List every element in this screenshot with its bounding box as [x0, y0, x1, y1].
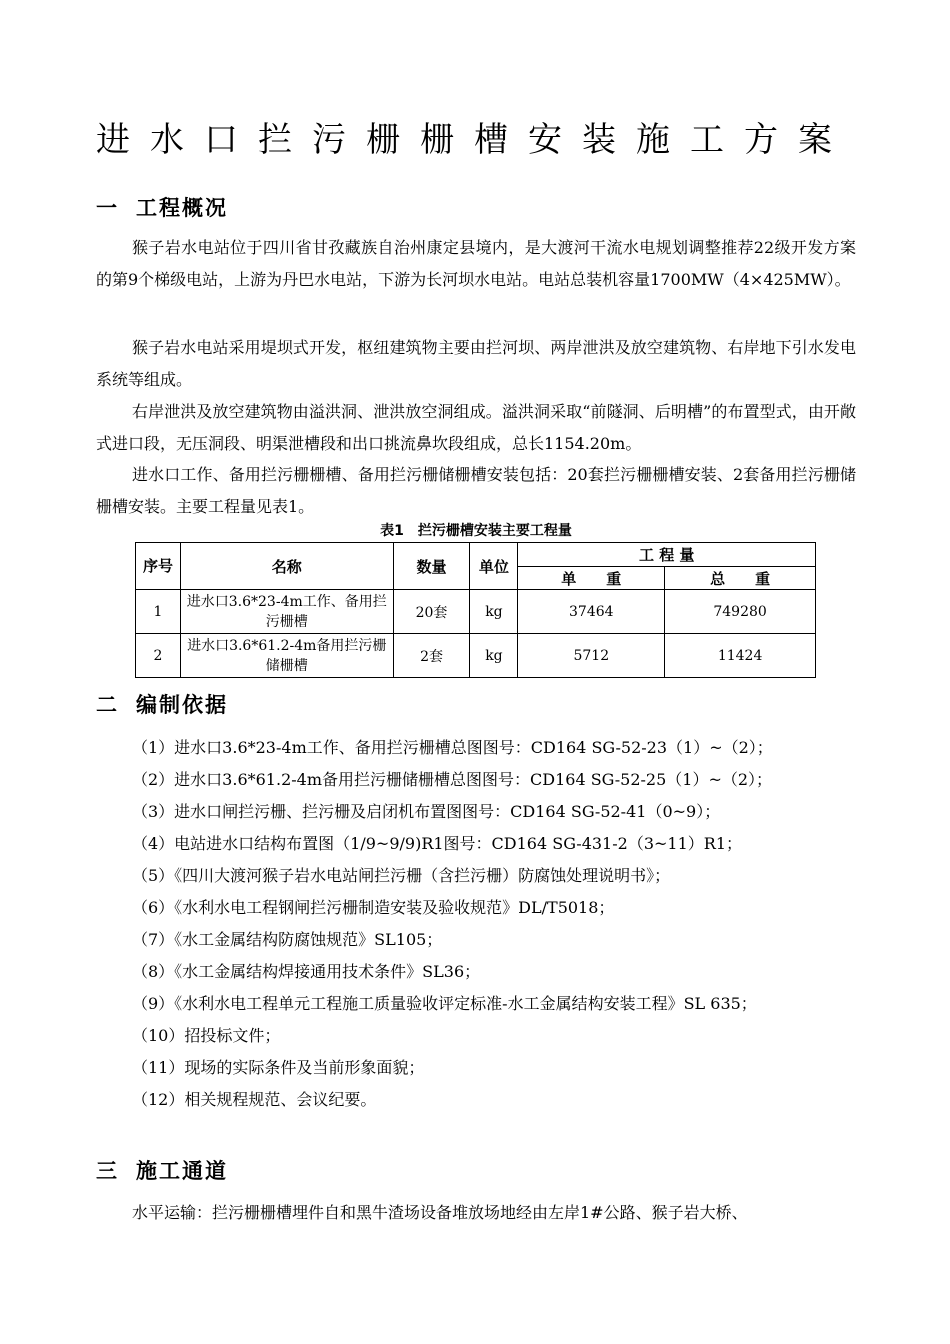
- list-item: （11）现场的实际条件及当前形象面貌；: [132, 1058, 425, 1077]
- section-heading-overview: [96, 193, 228, 223]
- header-qty: 数量: [393, 543, 470, 590]
- cell-seq: 2: [136, 634, 181, 678]
- section-number: 一: [96, 196, 119, 220]
- overview-paragraph: 猴子岩水电站位于四川省甘孜藏族自治州康定县境内，是大渡河干流水电规划调整推荐22级开发方案的第9个梯级电站，上游为丹巴水电站，下游为长河坝水电站。电站总装机容量1700MW（4×425MW）。: [96, 238, 856, 289]
- section-number: 三: [96, 1159, 119, 1183]
- list-item: （12）相关规程规范、会议纪要。: [132, 1090, 377, 1109]
- table-header-row: [136, 543, 816, 567]
- list-item: （6）《水利水电工程钢闸拦污栅制造安装及验收规范》DL/T5018；: [132, 898, 615, 917]
- section-heading-basis: [96, 690, 228, 720]
- document-title: 进水口拦污栅栅槽安装施工方案: [96, 120, 852, 160]
- cell-name: 进水口3.6*23-4m工作、备用拦污栅槽: [180, 590, 393, 634]
- table-caption: 表1 拦污栅槽安装主要工程量: [380, 523, 572, 539]
- cell-qty: 2套: [393, 634, 470, 678]
- header-seq: 序号: [136, 543, 181, 590]
- list-item: （8）《水工金属结构焊接通用技术条件》SL36；: [132, 962, 481, 981]
- overview-paragraph: 右岸泄洪及放空建筑物由溢洪洞、泄洪放空洞组成。溢洪洞采取“前隧洞、后明槽”的布置型式，由开敞式进口段，无压洞段、明渠泄槽段和出口挑流鼻坎段组成，总长1154.20m。: [96, 402, 856, 453]
- cell-name: 进水口3.6*61.2-4m备用拦污栅储栅槽: [180, 634, 393, 678]
- cell-total-weight: 749280: [665, 590, 816, 634]
- cell-unit: kg: [470, 634, 518, 678]
- list-item: （3）进水口闸拦污栅、拦污栅及启闭机布置图图号：CD164 SG-52-41（0~9）；: [132, 802, 721, 821]
- cell-unit: kg: [470, 590, 518, 634]
- header-name: 名称: [180, 543, 393, 590]
- basis-list: [96, 732, 856, 1116]
- cell-total-weight: 11424: [665, 634, 816, 678]
- list-item: （2）进水口3.6*61.2-4m备用拦污栅储栅槽总图图号：CD164 SG-52-25（1）~（2）；: [132, 770, 773, 789]
- quantities-table: [135, 542, 816, 678]
- table-row: [136, 590, 816, 634]
- list-item: （4）电站进水口结构布置图（1/9~9/9)R1图号：CD164 SG-431-2（3~11）R1；: [132, 834, 742, 853]
- header-total-weight: 总 重: [665, 567, 816, 590]
- list-item: （1）进水口3.6*23-4m工作、备用拦污栅槽总图图号：CD164 SG-52-23（1）~（2）；: [132, 738, 773, 757]
- section-title: 编制依据: [136, 693, 228, 717]
- list-item: （5）《四川大渡河猴子岩水电站闸拦污栅（含拦污栅）防腐蚀处理说明书》；: [132, 866, 671, 885]
- section-heading-passage: [96, 1156, 228, 1186]
- overview-paragraph: 进水口工作、备用拦污栅栅槽、备用拦污栅储栅槽安装包括：20套拦污栅栅槽安装、2套备用拦污栅储栅槽安装。主要工程量见表1。: [96, 465, 856, 516]
- cell-seq: 1: [136, 590, 181, 634]
- cell-unit-weight: 37464: [518, 590, 665, 634]
- section-number: 二: [96, 693, 119, 717]
- passage-paragraph: 水平运输：拦污栅栅槽埋件自和黑牛渣场设备堆放场地经由左岸1#公路、猴子岩大桥、: [132, 1203, 748, 1222]
- table-row: [136, 634, 816, 678]
- cell-unit-weight: 5712: [518, 634, 665, 678]
- list-item: （10）招投标文件；: [132, 1026, 281, 1045]
- section-title: 施工通道: [136, 1159, 228, 1183]
- list-item: （9）《水利水电工程单元工程施工质量验收评定标准-水工金属结构安装工程》SL 635；: [132, 994, 757, 1013]
- overview-paragraph: 猴子岩水电站采用堤坝式开发，枢纽建筑物主要由拦河坝、两岸泄洪及放空建筑物、右岸地下引水发电系统等组成。: [96, 338, 856, 389]
- header-unit: 单位: [470, 543, 518, 590]
- section-title: 工程概况: [136, 196, 228, 220]
- header-unit-weight: 单 重: [518, 567, 665, 590]
- list-item: （7）《水工金属结构防腐蚀规范》SL105；: [132, 930, 443, 949]
- cell-qty: 20套: [393, 590, 470, 634]
- header-works: 工 程 量: [518, 543, 816, 567]
